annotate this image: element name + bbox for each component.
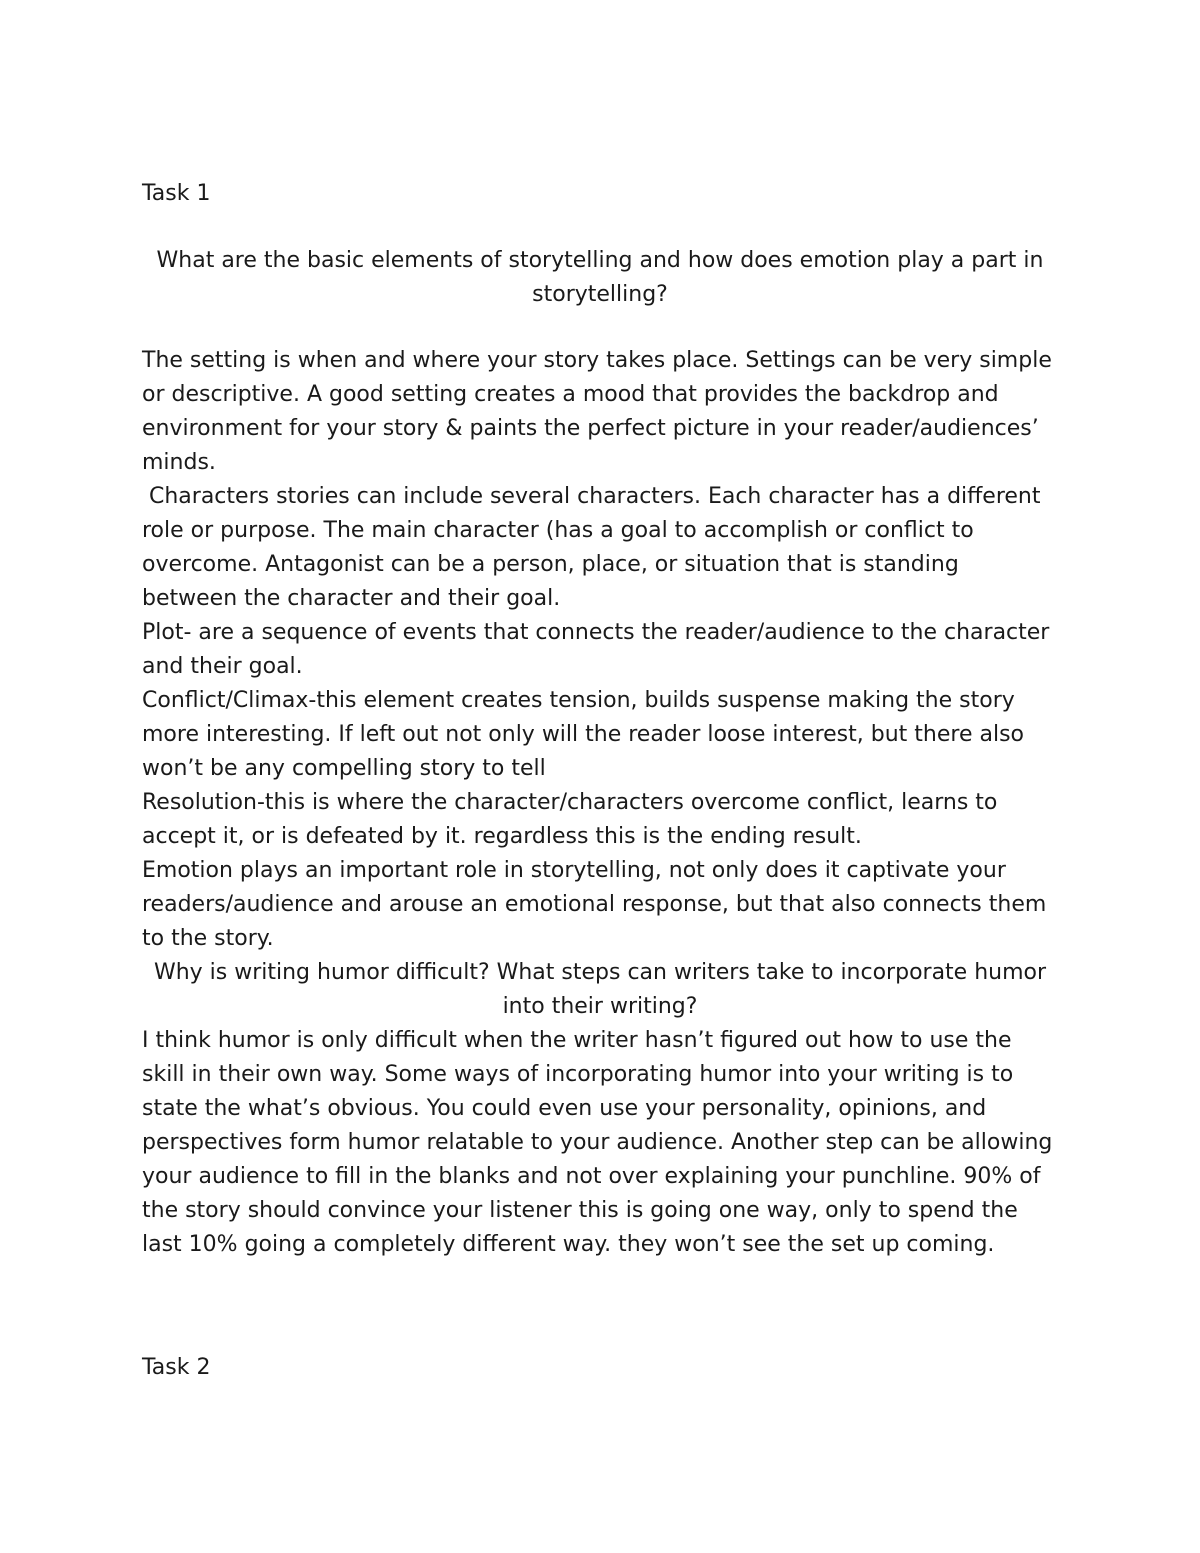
answer-body	[0, 344, 1200, 1262]
body-text-line: Conflict/Climax-this element creates tension, builds suspense making the story	[142, 688, 1015, 713]
body-text-line: state the what’s obvious. You could even use your personality, opinions, and	[142, 1096, 987, 1121]
body-text-line: to the story.	[142, 926, 274, 951]
question-1	[0, 244, 1200, 312]
body-text-line: or descriptive. A good setting creates a mood that provides the backdrop and	[142, 382, 999, 407]
body-text-line: your audience to fill in the blanks and not over explaining your punchline. 90% of	[142, 1164, 1041, 1189]
body-text-line: role or purpose. The main character (has a goal to accomplish or conflict to	[142, 518, 974, 543]
task-2-heading: Task 2	[142, 1355, 211, 1380]
question-1-line: What are the basic elements of storytelling and how does emotion play a part in	[156, 248, 1044, 273]
body-text-line: more interesting. If left out not only will the reader loose interest, but there also	[142, 722, 1024, 747]
body-text-line: won’t be any compelling story to tell	[142, 756, 546, 781]
body-text-line: perspectives form humor relatable to your audience. Another step can be allowing	[142, 1130, 1053, 1155]
body-text-line: Plot- are a sequence of events that connects the reader/audience to the character	[142, 620, 1050, 645]
body-text-line: Emotion plays an important role in storytelling, not only does it captivate your	[142, 858, 1006, 883]
question-2-line: Why is writing humor difficult? What steps can writers take to incorporate humor	[153, 960, 1047, 985]
question-1-line: storytelling?	[532, 282, 668, 307]
body-text-line: environment for your story & paints the perfect picture in your reader/audiences’	[142, 416, 1039, 441]
body-text-line: The setting is when and where your story takes place. Settings can be very simple	[142, 348, 1052, 373]
task-1-heading: Task 1	[142, 181, 211, 206]
body-text-line: Characters stories can include several characters. Each character has a different	[142, 484, 1041, 509]
body-text-line: last 10% going a completely different way. they won’t see the set up coming.	[142, 1232, 995, 1257]
body-text-line: I think humor is only difficult when the writer hasn’t figured out how to use the	[142, 1028, 1012, 1053]
body-text-line: readers/audience and arouse an emotional response, but that also connects them	[142, 892, 1047, 917]
body-text-line: between the character and their goal.	[142, 586, 561, 611]
body-text-line: the story should convince your listener this is going one way, only to spend the	[142, 1198, 1018, 1223]
body-text-line: minds.	[142, 450, 216, 475]
question-2-line: into their writing?	[502, 994, 698, 1019]
body-text-line: overcome. Antagonist can be a person, place, or situation that is standing	[142, 552, 959, 577]
body-text-line: accept it, or is defeated by it. regardless this is the ending result.	[142, 824, 862, 849]
body-text-line: skill in their own way. Some ways of incorporating humor into your writing is to	[142, 1062, 1014, 1087]
body-text-line: and their goal.	[142, 654, 303, 679]
body-text-line: Resolution-this is where the character/characters overcome conflict, learns to	[142, 790, 998, 815]
